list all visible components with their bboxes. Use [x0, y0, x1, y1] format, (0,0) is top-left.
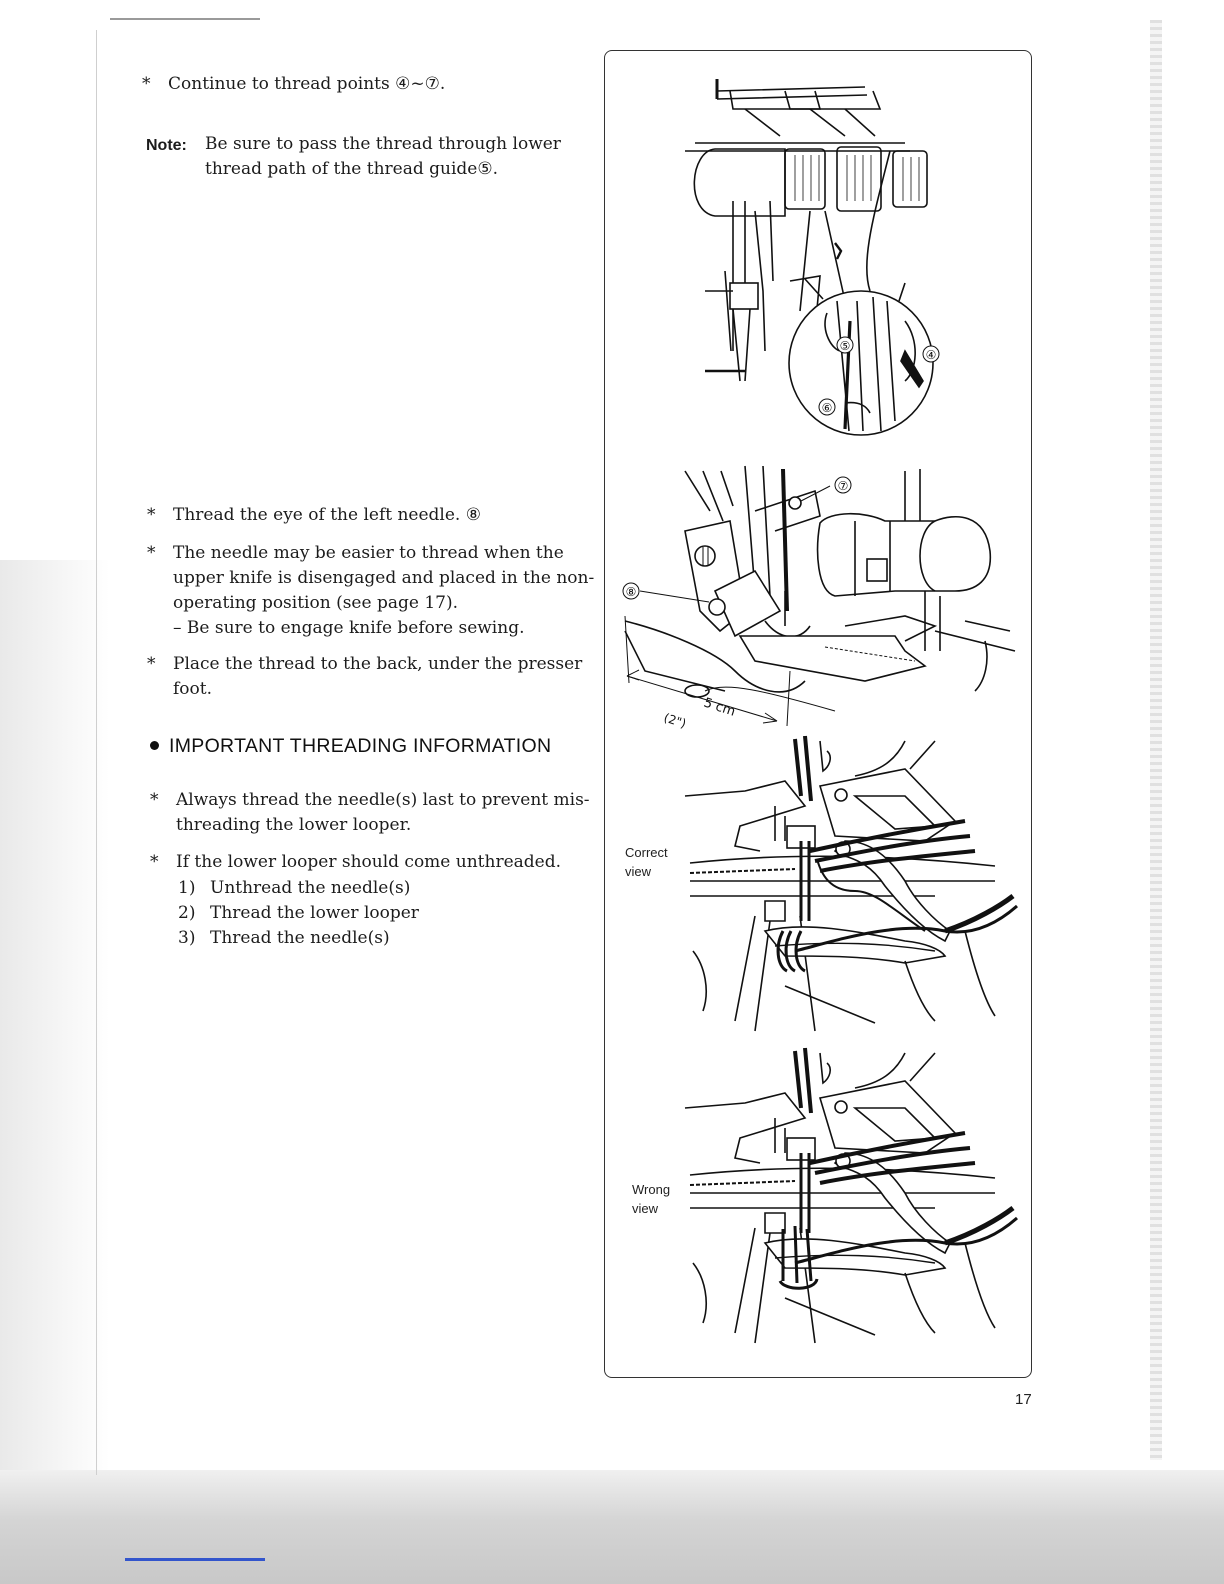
bullet: * [147, 654, 156, 674]
measurement-inch: (2") [662, 710, 688, 731]
instruction-line: Place the thread to the back, under the presser [173, 654, 583, 674]
instruction-line: operating position (see page 17). [173, 593, 458, 613]
list-item [178, 876, 578, 901]
step-text: Thread the needle(s) [210, 928, 390, 948]
wrong-view-label [632, 1180, 670, 1218]
measurement-cm: 5 cm [701, 695, 738, 720]
step-text: Thread the lower looper [210, 903, 419, 923]
correct-view-label [625, 843, 668, 881]
bullet-dot-icon [150, 741, 159, 750]
note-label: Note: [146, 137, 187, 154]
callout-4: ④ [925, 348, 937, 362]
page-number: 17 [1015, 1391, 1032, 1408]
step-number: 1) [178, 878, 196, 898]
scan-shadow-bottom [0, 1470, 1224, 1584]
intro-text: Continue to thread points ④~⑦. [168, 74, 446, 94]
bullet: * [147, 543, 156, 563]
bullet: * [150, 852, 159, 872]
correct-view-label-line: Correct [625, 845, 668, 860]
note-line: thread path of the thread guide⑤. [205, 159, 499, 179]
instruction-line: foot. [173, 679, 212, 699]
note-line: Be sure to pass the thread through lower [205, 134, 561, 154]
callout-7: ⑦ [837, 479, 849, 493]
correct-view-label-line: view [625, 864, 652, 879]
important-line: If the lower looper should come unthreaded. [176, 852, 561, 872]
list-item [178, 926, 578, 951]
important-heading-text: IMPORTANT THREADING INFORMATION [169, 735, 552, 757]
step-number: 3) [178, 928, 196, 948]
threading-illustrations [605, 51, 1031, 1377]
scan-bar-blue [125, 1558, 265, 1561]
steps-list [178, 876, 578, 951]
wrong-view-label-line: Wrong [632, 1182, 671, 1197]
important-line: Always thread the needle(s) last to prevent mis- [176, 790, 590, 810]
list-item [178, 901, 578, 926]
needle-threading-figure [623, 466, 1015, 731]
scan-edge-top [110, 18, 260, 20]
step-text: Unthread the needle(s) [210, 878, 411, 898]
wrong-view-label-line: view [632, 1201, 659, 1216]
callout-8: ⑧ [625, 585, 637, 599]
thread-guide-figure [685, 79, 939, 435]
callout-6: ⑥ [821, 401, 833, 415]
instruction-line: upper knife is disengaged and placed in the non- [173, 568, 595, 588]
instruction-line: – Be sure to engage knife before sewing. [173, 618, 525, 638]
bullet: * [142, 74, 151, 94]
step-number: 2) [178, 903, 196, 923]
callout-5: ⑤ [839, 339, 851, 353]
correct-view-figure [685, 736, 1017, 1031]
important-heading [150, 735, 610, 758]
bullet: * [150, 790, 159, 810]
important-line: threading the lower looper. [176, 815, 412, 835]
bullet: * [147, 505, 156, 525]
scan-shadow-left [0, 560, 110, 1584]
instruction-line: The needle may be easier to thread when the [173, 543, 564, 563]
illustration-frame [604, 50, 1032, 1378]
instruction-line: Thread the eye of the left needle. ⑧ [173, 505, 481, 525]
wrong-view-figure [685, 1048, 1017, 1343]
